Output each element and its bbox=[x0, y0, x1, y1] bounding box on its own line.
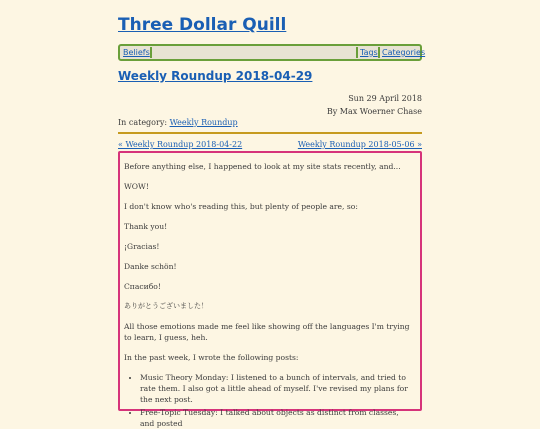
paragraph: All those emotions made me feel like showing off the languages I'm trying to learn, I guess, heh. bbox=[124, 322, 410, 342]
post-date: Sun 29 April 2018 bbox=[348, 94, 422, 103]
list-item: • Free-Topic Tuesday: I talked about objects as distinct from classes, and posted bbox=[140, 407, 414, 429]
post-author: By Max Woerner Chase bbox=[326, 107, 422, 116]
nav-link-categories[interactable]: Categories bbox=[382, 48, 426, 57]
next-post-link[interactable]: Weekly Roundup 2018-05-06 » bbox=[297, 140, 422, 149]
category-line bbox=[118, 118, 238, 127]
paragraph: WOW! bbox=[124, 182, 149, 191]
category-link[interactable]: Weekly Roundup bbox=[169, 118, 238, 127]
nav-separator bbox=[150, 47, 152, 58]
post-content bbox=[118, 151, 422, 428]
previous-post-link[interactable]: « Weekly Roundup 2018-04-22 bbox=[118, 140, 243, 149]
nav-bar bbox=[118, 44, 426, 61]
list-item: • Music Theory Monday: I listened to a bunch of intervals, and tried to rate them. I also got a little ahead of myself. I've revised my plans for the next post. bbox=[140, 372, 414, 405]
nav-separator bbox=[378, 47, 380, 58]
category-prefix: In category: bbox=[118, 118, 168, 127]
nav-separator bbox=[356, 47, 358, 58]
paragraph: Before anything else, I happened to look at my site stats recently, and... bbox=[124, 162, 401, 171]
paragraph: Спасибо! bbox=[124, 282, 161, 291]
paragraph: ありがとうございました！ bbox=[124, 302, 208, 310]
paragraph: Thank you! bbox=[124, 222, 168, 231]
paragraph: ¡Gracias! bbox=[124, 242, 160, 251]
post-list bbox=[124, 372, 414, 429]
paragraph: In the past week, I wrote the following posts: bbox=[124, 353, 299, 362]
nav-link-tags[interactable]: Tags bbox=[360, 48, 378, 57]
nav-link-beliefs[interactable]: Beliefs bbox=[123, 48, 150, 57]
post-title-link[interactable]: Weekly Roundup 2018-04-29 bbox=[118, 69, 313, 83]
divider-rule bbox=[118, 132, 422, 134]
site-title-link[interactable]: Three Dollar Quill bbox=[118, 15, 287, 35]
paragraph: Danke schön! bbox=[124, 262, 177, 271]
paragraph: I don't know who's reading this, but plenty of people are, so: bbox=[124, 202, 358, 211]
